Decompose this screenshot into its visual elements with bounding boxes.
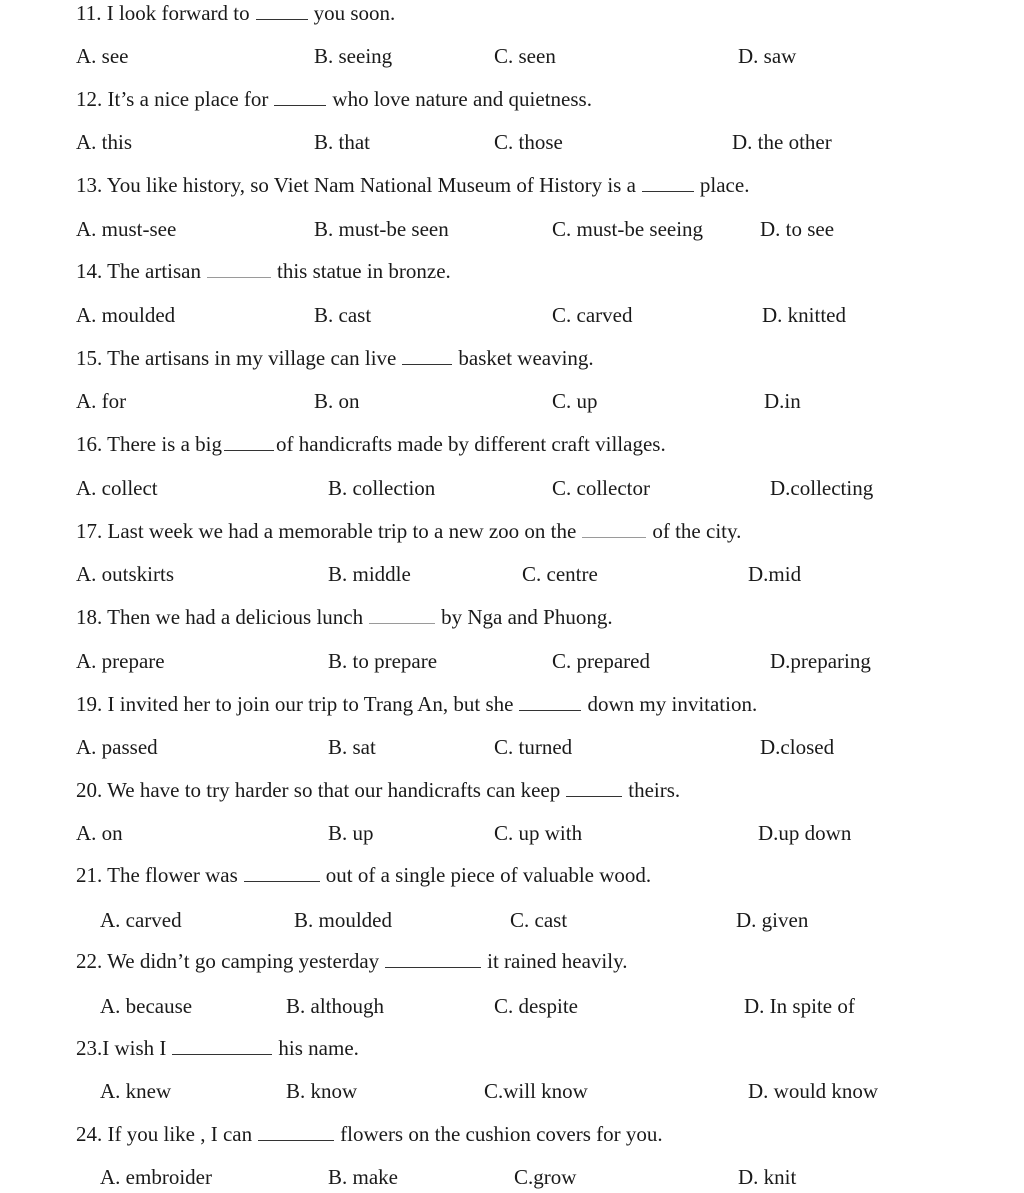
option-c: C. despite (494, 994, 578, 1018)
question-18 (76, 604, 613, 630)
option-c: C. seen (494, 44, 556, 68)
option-d: D.collecting (770, 476, 874, 500)
option-b: B. on (314, 389, 360, 413)
option-b: B. middle (328, 562, 411, 586)
option-c: C. turned (494, 735, 573, 759)
option-c: C. carved (552, 303, 633, 327)
question-text-after: out of a single piece of valuable wood. (325, 863, 652, 887)
option-c: C. prepared (552, 649, 650, 673)
question-15 (76, 345, 594, 371)
question-text-before: I invited her to join our trip to Trang An, but she (107, 692, 514, 716)
option-d: D.mid (748, 562, 802, 586)
question-24 (76, 1121, 663, 1147)
option-b: B. moulded (294, 908, 392, 932)
answer-blank (172, 1053, 272, 1055)
answer-blank (402, 363, 452, 365)
question-text-after: place. (699, 173, 750, 197)
question-23 (76, 1035, 359, 1061)
question-number: 18. (76, 605, 103, 629)
option-c: C. up with (494, 821, 583, 845)
question-text-before: You like history, so Viet Nam National Museum of History is a (106, 173, 636, 197)
option-b: B. collection (328, 476, 436, 500)
option-a: A. passed (76, 735, 158, 759)
question-text-after: basket weaving. (458, 346, 594, 370)
question-text-before: Then we had a delicious lunch (107, 605, 364, 629)
option-d: D. knitted (762, 303, 846, 327)
option-b: B. sat (328, 735, 376, 759)
option-a: A. collect (76, 476, 158, 500)
option-a: A. moulded (76, 303, 176, 327)
answer-blank (244, 880, 320, 882)
option-d: D. the other (732, 130, 832, 154)
option-d: D. to see (760, 217, 835, 241)
question-13 (76, 172, 749, 198)
question-text-after: of the city. (652, 519, 742, 543)
question-number: 15. (76, 346, 103, 370)
question-text-before: I look forward to (106, 1, 250, 25)
question-21 (76, 862, 651, 888)
question-11 (76, 0, 395, 26)
question-number: 13. (76, 173, 103, 197)
question-text-before: It’s a nice place for (107, 87, 269, 111)
option-a: A. this (76, 130, 133, 154)
answer-blank (385, 966, 481, 968)
answer-blank (369, 622, 435, 624)
question-16 (76, 431, 666, 457)
option-a: A. for (76, 389, 127, 413)
option-b: B. cast (314, 303, 372, 327)
answer-blank (566, 795, 622, 797)
option-c: C. must-be seeing (552, 217, 704, 241)
question-12 (76, 86, 592, 112)
question-number: 21. (76, 863, 103, 887)
question-text-before: The flower was (107, 863, 238, 887)
option-a: A. on (76, 821, 123, 845)
option-b: B. up (328, 821, 374, 845)
question-text-after: it rained heavily. (487, 949, 628, 973)
question-14 (76, 258, 451, 284)
question-text-before: The artisan (107, 259, 201, 283)
answer-blank (207, 276, 271, 278)
question-number: 16. (76, 432, 103, 456)
question-text-before: If you like , I can (107, 1122, 253, 1146)
answer-blank (642, 190, 694, 192)
option-d: D. given (736, 908, 809, 932)
option-d: D. would know (748, 1079, 879, 1103)
answer-blank (258, 1139, 334, 1141)
question-19 (76, 691, 757, 717)
question-number: 11. (76, 1, 102, 25)
answer-blank (224, 449, 274, 451)
question-20 (76, 777, 680, 803)
option-c: C. centre (522, 562, 598, 586)
option-c: C.will know (484, 1079, 588, 1103)
question-text-before: We have to try harder so that our handicrafts can keep (107, 778, 561, 802)
option-b: B. to prepare (328, 649, 438, 673)
option-c: C.grow (514, 1165, 577, 1189)
option-d: D. knit (738, 1165, 797, 1189)
question-text-after: you soon. (313, 1, 396, 25)
option-b: B. that (314, 130, 370, 154)
question-number: 23. (76, 1036, 103, 1060)
question-22 (76, 948, 627, 974)
question-text-before: I wish I (102, 1036, 167, 1060)
question-number: 24. (76, 1122, 103, 1146)
question-text-after: theirs. (628, 778, 681, 802)
question-number: 22. (76, 949, 103, 973)
option-c: C. collector (552, 476, 650, 500)
option-b: B. must-be seen (314, 217, 449, 241)
option-d: D. saw (738, 44, 797, 68)
option-a: A. prepare (76, 649, 165, 673)
question-text-after: of handicrafts made by different craft villages. (276, 432, 666, 456)
question-number: 19. (76, 692, 103, 716)
option-a: A. knew (100, 1079, 172, 1103)
option-d: D.preparing (770, 649, 871, 673)
answer-blank (519, 709, 581, 711)
option-d: D. In spite of (744, 994, 855, 1018)
option-a: A. see (76, 44, 129, 68)
question-number: 14. (76, 259, 103, 283)
question-text-after: down my invitation. (587, 692, 758, 716)
option-c: C. those (494, 130, 563, 154)
option-d: D.in (764, 389, 801, 413)
question-number: 20. (76, 778, 103, 802)
option-b: B. although (286, 994, 384, 1018)
question-text-after: this statue in bronze. (277, 259, 451, 283)
option-c: C. cast (510, 908, 568, 932)
option-a: A. embroider (100, 1165, 212, 1189)
question-text-before: There is a big (107, 432, 222, 456)
option-b: B. make (328, 1165, 398, 1189)
option-a: A. carved (100, 908, 182, 932)
option-a: A. outskirts (76, 562, 175, 586)
question-text-after: his name. (278, 1036, 359, 1060)
option-b: B. seeing (314, 44, 393, 68)
answer-blank (582, 536, 646, 538)
question-text-after: who love nature and quietness. (332, 87, 592, 111)
option-d: D.up down (758, 821, 852, 845)
question-text-after: by Nga and Phuong. (441, 605, 613, 629)
question-text-before: The artisans in my village can live (107, 346, 397, 370)
question-number: 17. (76, 519, 103, 543)
option-d: D.closed (760, 735, 835, 759)
question-text-after: flowers on the cushion covers for you. (340, 1122, 663, 1146)
question-text-before: We didn’t go camping yesterday (107, 949, 380, 973)
option-a: A. must-see (76, 217, 177, 241)
option-a: A. because (100, 994, 193, 1018)
answer-blank (256, 18, 308, 20)
option-c: C. up (552, 389, 598, 413)
option-b: B. know (286, 1079, 358, 1103)
question-17 (76, 518, 741, 544)
question-number: 12. (76, 87, 103, 111)
answer-blank (274, 104, 326, 106)
question-text-before: Last week we had a memorable trip to a new zoo on the (107, 519, 577, 543)
